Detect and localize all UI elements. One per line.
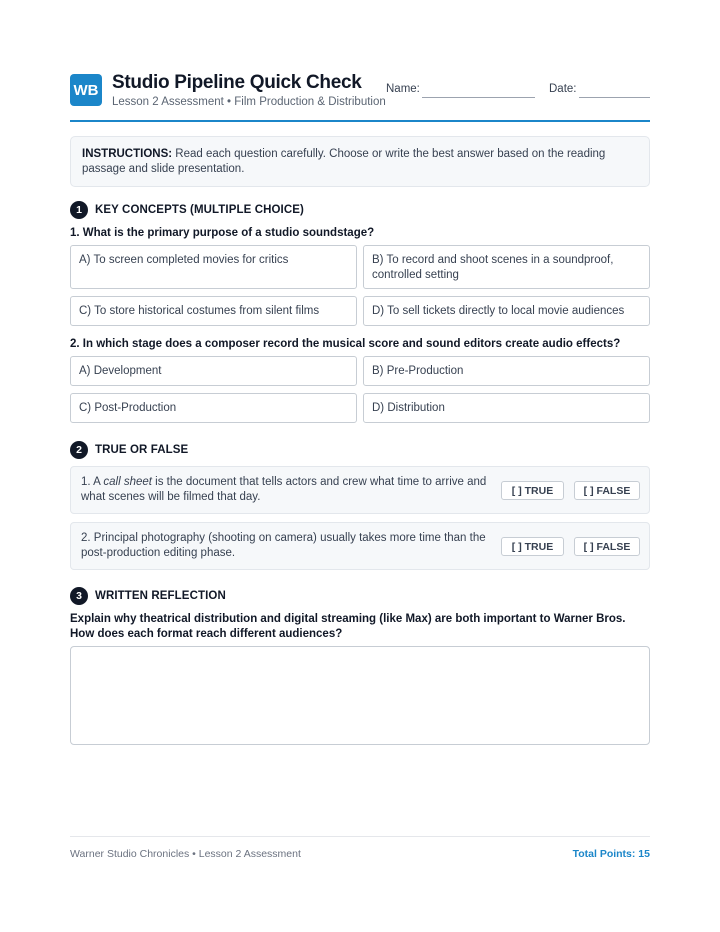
date-field[interactable] <box>579 97 650 98</box>
true-false-item-2 <box>70 522 650 570</box>
true-option[interactable]: [ ] TRUE <box>501 481 564 500</box>
mc-q2-option-a[interactable]: A) Development <box>70 356 357 386</box>
mc-q1-option-d[interactable]: D) To sell tickets directly to local movie audiences <box>363 296 650 326</box>
mc-q2-option-b[interactable]: B) Pre-Production <box>363 356 650 386</box>
tf-statement: 1. A call sheet is the document that tells actors and crew what time to arrive and what scenes will be filmed that day. <box>81 476 487 503</box>
page-subtitle: Lesson 2 Assessment • Film Production & Distribution <box>112 96 386 108</box>
tf-statement: 2. Principal photography (shooting on camera) usually takes more time than the post-production editing phase. <box>81 532 486 559</box>
header-divider <box>70 120 650 122</box>
mc-q2-option-c[interactable]: C) Post-Production <box>70 393 357 423</box>
footer-course: Warner Studio Chronicles • Lesson 2 Assessment <box>70 848 301 860</box>
section-title: WRITTEN REFLECTION <box>95 590 226 602</box>
name-field[interactable] <box>422 97 535 98</box>
mc-q1-option-c[interactable]: C) To store historical costumes from silent films <box>70 296 357 326</box>
section-number-badge: 2 <box>70 441 88 459</box>
instructions-box <box>70 136 650 187</box>
worksheet-header <box>70 72 650 120</box>
mc-question-1: 1. What is the primary purpose of a studio soundstage? <box>70 227 375 239</box>
section-2-heading <box>70 441 188 459</box>
mc-q2-option-d[interactable]: D) Distribution <box>363 393 650 423</box>
true-false-item-1 <box>70 466 650 514</box>
section-3-heading <box>70 587 226 605</box>
total-points: Total Points: 15 <box>572 848 650 860</box>
false-option[interactable]: [ ] FALSE <box>574 481 640 500</box>
section-number-badge: 1 <box>70 201 88 219</box>
mc-question-2: 2. In which stage does a composer record the musical score and sound editors create audio effects? <box>70 338 621 350</box>
true-option[interactable]: [ ] TRUE <box>501 537 564 556</box>
wb-logo: WB <box>70 74 102 106</box>
section-title: KEY CONCEPTS (MULTIPLE CHOICE) <box>95 204 304 216</box>
reflection-prompt: Explain why theatrical distribution and digital streaming (like Max) are both important to Warner Bros. How does each format reach different audiences? <box>70 613 626 640</box>
section-title: TRUE OR FALSE <box>95 444 189 456</box>
page-title: Studio Pipeline Quick Check <box>112 72 362 93</box>
false-option[interactable]: [ ] FALSE <box>574 537 640 556</box>
section-1-heading <box>70 201 304 219</box>
reflection-answer-box[interactable] <box>70 646 650 745</box>
mc-q1-option-a[interactable]: A) To screen completed movies for critics <box>70 245 357 289</box>
footer-divider <box>70 836 650 837</box>
name-label: Name: <box>386 83 420 95</box>
instructions-text: Read each question carefully. Choose or write the best answer based on the reading passage and slide presentation. <box>82 148 606 175</box>
instructions-label: INSTRUCTIONS: <box>82 148 173 160</box>
section-number-badge: 3 <box>70 587 88 605</box>
date-label: Date: <box>549 83 577 95</box>
mc-q1-option-b[interactable]: B) To record and shoot scenes in a soundproof, controlled setting <box>363 245 650 289</box>
